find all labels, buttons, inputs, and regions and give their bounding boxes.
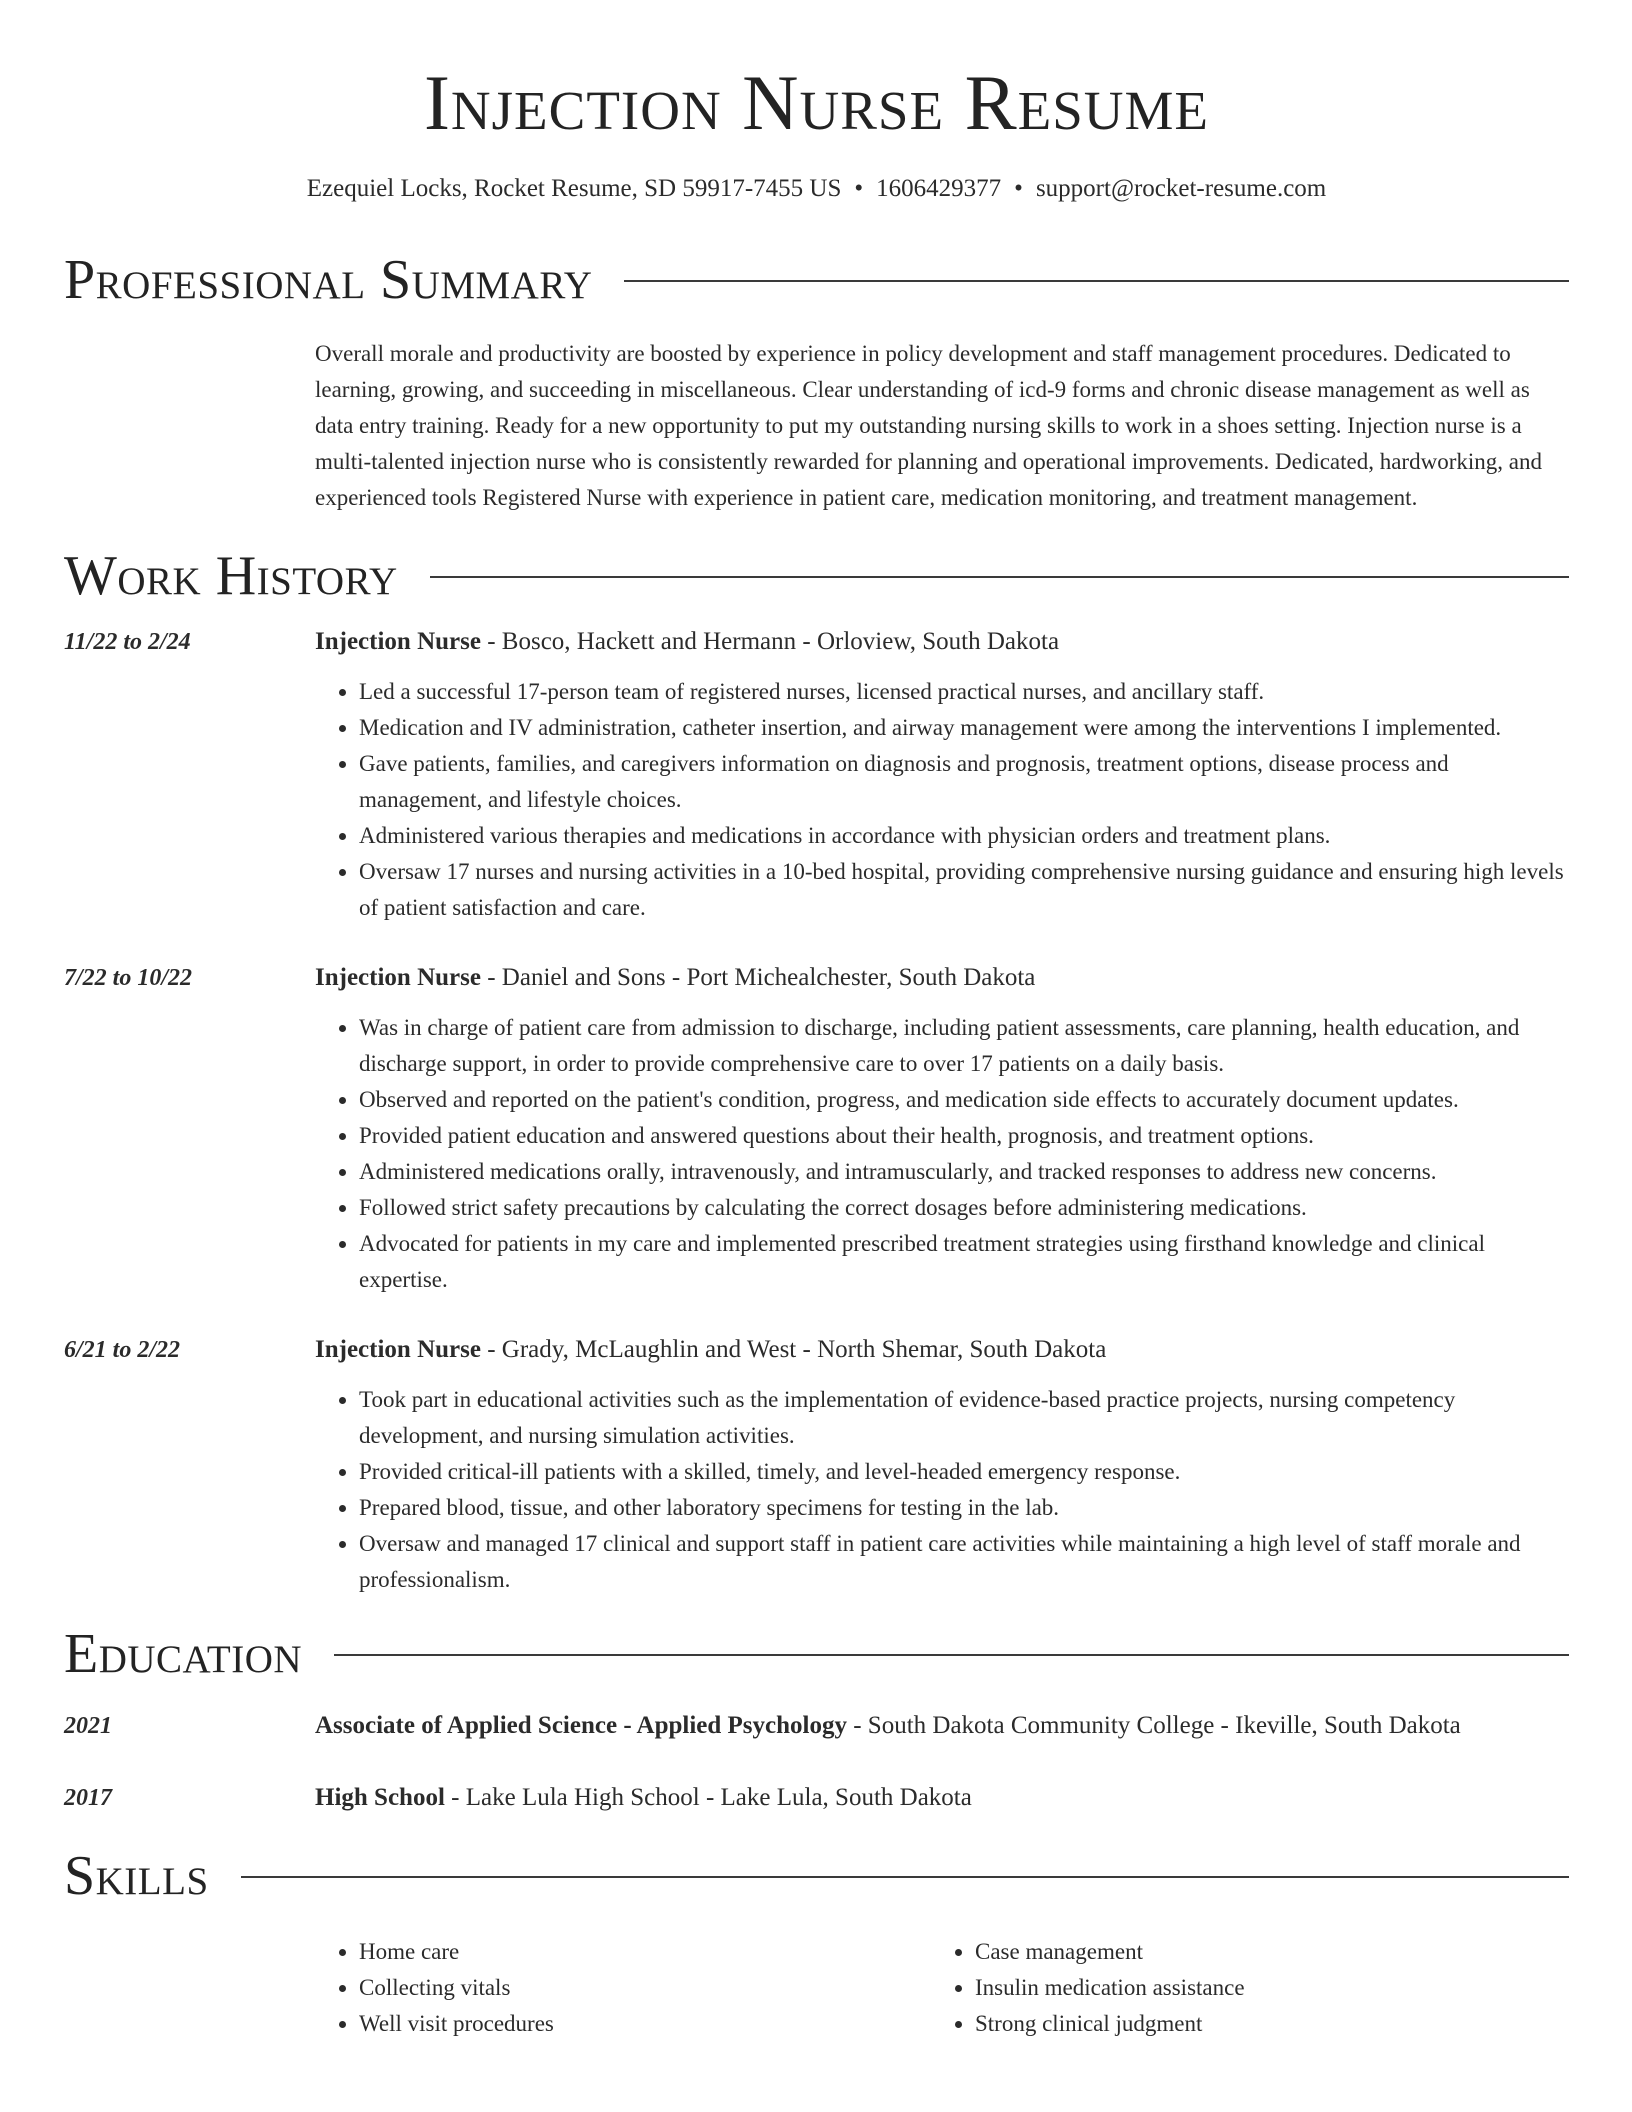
job-bullet: • Administered medications orally, intravenously, and intramuscularly, and tracked responses to address new concerns. <box>359 1154 1569 1190</box>
skill-item: • Strong clinical judgment <box>975 2006 1547 2042</box>
job-bullet: • Oversaw 17 nurses and nursing activities in a 10-bed hospital, providing comprehensive nursing guidance and ensuring high levels of patient satisfaction and care. <box>359 854 1569 926</box>
job-title: Injection Nurse <box>315 1336 481 1363</box>
section-header-education <box>64 1624 1569 1684</box>
education-school: - Lake Lula High School - Lake Lula, South Dakota <box>444 1784 972 1811</box>
education-year: 2017 <box>64 1785 112 1811</box>
job-employer: - Bosco, Hackett and Hermann - Orloview, South Dakota <box>480 628 1060 655</box>
section-header-work-history <box>64 546 1569 606</box>
contact-separator: • <box>854 175 864 202</box>
skills-column-left <box>315 1934 931 2042</box>
section-divider <box>334 1654 1569 1656</box>
contact-address: Ezequiel Locks, Rocket Resume, SD 59917-7455 US <box>306 175 842 202</box>
job-bullet: • Oversaw and managed 17 clinical and support staff in patient care activities while maintaining a high level of staff morale and professionalism. <box>359 1526 1569 1598</box>
section-header-skills <box>64 1846 1569 1906</box>
contact-email: support@rocket-resume.com <box>1035 175 1327 202</box>
section-title-summary: Professional Summary <box>64 249 593 311</box>
job-bullet: • Took part in educational activities such as the implementation of evidence-based practice projects, nursing competency development, and nursing simulation activities. <box>359 1382 1569 1454</box>
skill-item: • Well visit procedures <box>359 2006 931 2042</box>
section-title-work-history: Work History <box>64 545 398 607</box>
job-bullet: • Led a successful 17-person team of registered nurses, licensed practical nurses, and ancillary staff. <box>359 674 1569 710</box>
section-title-education: Education <box>64 1623 303 1685</box>
job-bullet: • Provided patient education and answered questions about their health, prognosis, and treatment options. <box>359 1118 1569 1154</box>
job-title: Injection Nurse <box>315 628 481 655</box>
education-entry <box>64 1780 1569 1816</box>
page-title: Injection Nurse Resume <box>423 59 1210 146</box>
job-bullet: • Followed strict safety precautions by calculating the correct dosages before administering medications. <box>359 1190 1569 1226</box>
section-title-skills: Skills <box>64 1845 209 1907</box>
job-bullet: • Medication and IV administration, catheter insertion, and airway management were among the interventions I implemented. <box>359 710 1569 746</box>
job-body <box>315 960 1569 1298</box>
job-entry <box>64 1332 1569 1598</box>
section-header-summary <box>64 250 1569 310</box>
job-body <box>315 1332 1569 1598</box>
section-divider <box>241 1876 1569 1878</box>
job-employer: - Grady, McLaughlin and West - North Shemar, South Dakota <box>480 1336 1107 1363</box>
job-dates: 11/22 to 2/24 <box>64 629 191 655</box>
education-body <box>315 1780 1569 1816</box>
education-year: 2021 <box>64 1713 112 1739</box>
job-bullets <box>315 1010 1569 1298</box>
job-entry <box>64 960 1569 1298</box>
job-heading <box>315 960 1569 996</box>
job-bullet: • Gave patients, families, and caregivers information on diagnosis and prognosis, treatment options, disease process and management, and lifestyle choices. <box>359 746 1569 818</box>
education-body <box>315 1708 1569 1744</box>
job-bullets <box>315 674 1569 926</box>
job-heading <box>315 1332 1569 1368</box>
contact-phone: 1606429377 <box>876 175 1002 202</box>
education-degree: Associate of Applied Science - Applied Psychology <box>315 1712 847 1739</box>
section-divider <box>430 576 1569 578</box>
skill-item: • Collecting vitals <box>359 1970 931 2006</box>
skill-item: • Case management <box>975 1934 1547 1970</box>
education-entry <box>64 1708 1569 1744</box>
skills-list <box>315 1934 1569 2042</box>
job-bullets <box>315 1382 1569 1598</box>
skill-item: • Insulin medication assistance <box>975 1970 1547 2006</box>
education-degree: High School <box>315 1784 445 1811</box>
section-divider <box>624 280 1569 282</box>
job-dates: 7/22 to 10/22 <box>64 965 193 991</box>
education-school: - South Dakota Community College - Ikeville, South Dakota <box>846 1712 1461 1739</box>
contact-separator: • <box>1014 175 1023 202</box>
skills-column-right <box>931 1934 1547 2042</box>
job-bullet: • Administered various therapies and medications in accordance with physician orders and treatment plans. <box>359 818 1569 854</box>
summary-paragraph: Overall morale and productivity are boosted by experience in policy development and staff management procedures. Dedicated to learning, growing, and succeeding in miscellaneous. Clear understanding of icd-9 forms and chronic disease management as well as data entry training. Ready for a new opportunity to put my outstanding nursing skills to work in a shoes setting. Injection nurse is a multi-talented injection nurse who is consistently rewarded for planning and operational improvements. Dedicated, hardworking, and experienced tools Registered Nurse with experience in patient care, medication monitoring, and treatment management. <box>315 341 1542 510</box>
job-title: Injection Nurse <box>315 964 481 991</box>
job-body <box>315 624 1569 926</box>
job-entry <box>64 624 1569 926</box>
job-dates: 6/21 to 2/22 <box>64 1337 181 1363</box>
job-employer: - Daniel and Sons - Port Michealchester, South Dakota <box>480 964 1036 991</box>
job-bullet: • Prepared blood, tissue, and other laboratory specimens for testing in the lab. <box>359 1490 1569 1526</box>
job-heading <box>315 624 1569 660</box>
resume-page <box>64 0 1569 2042</box>
contact-line <box>64 174 1569 204</box>
job-bullet: • Advocated for patients in my care and implemented prescribed treatment strategies using firsthand knowledge and clinical expertise. <box>359 1226 1569 1298</box>
job-bullet: • Observed and reported on the patient's condition, progress, and medication side effects to accurately document updates. <box>359 1082 1569 1118</box>
skill-item: • Home care <box>359 1934 931 1970</box>
job-bullet: • Was in charge of patient care from admission to discharge, including patient assessments, care planning, health education, and discharge support, in order to provide comprehensive care to over 17 patients on a daily basis. <box>359 1010 1569 1082</box>
job-bullet: • Provided critical-ill patients with a skilled, timely, and level-headed emergency response. <box>359 1454 1569 1490</box>
